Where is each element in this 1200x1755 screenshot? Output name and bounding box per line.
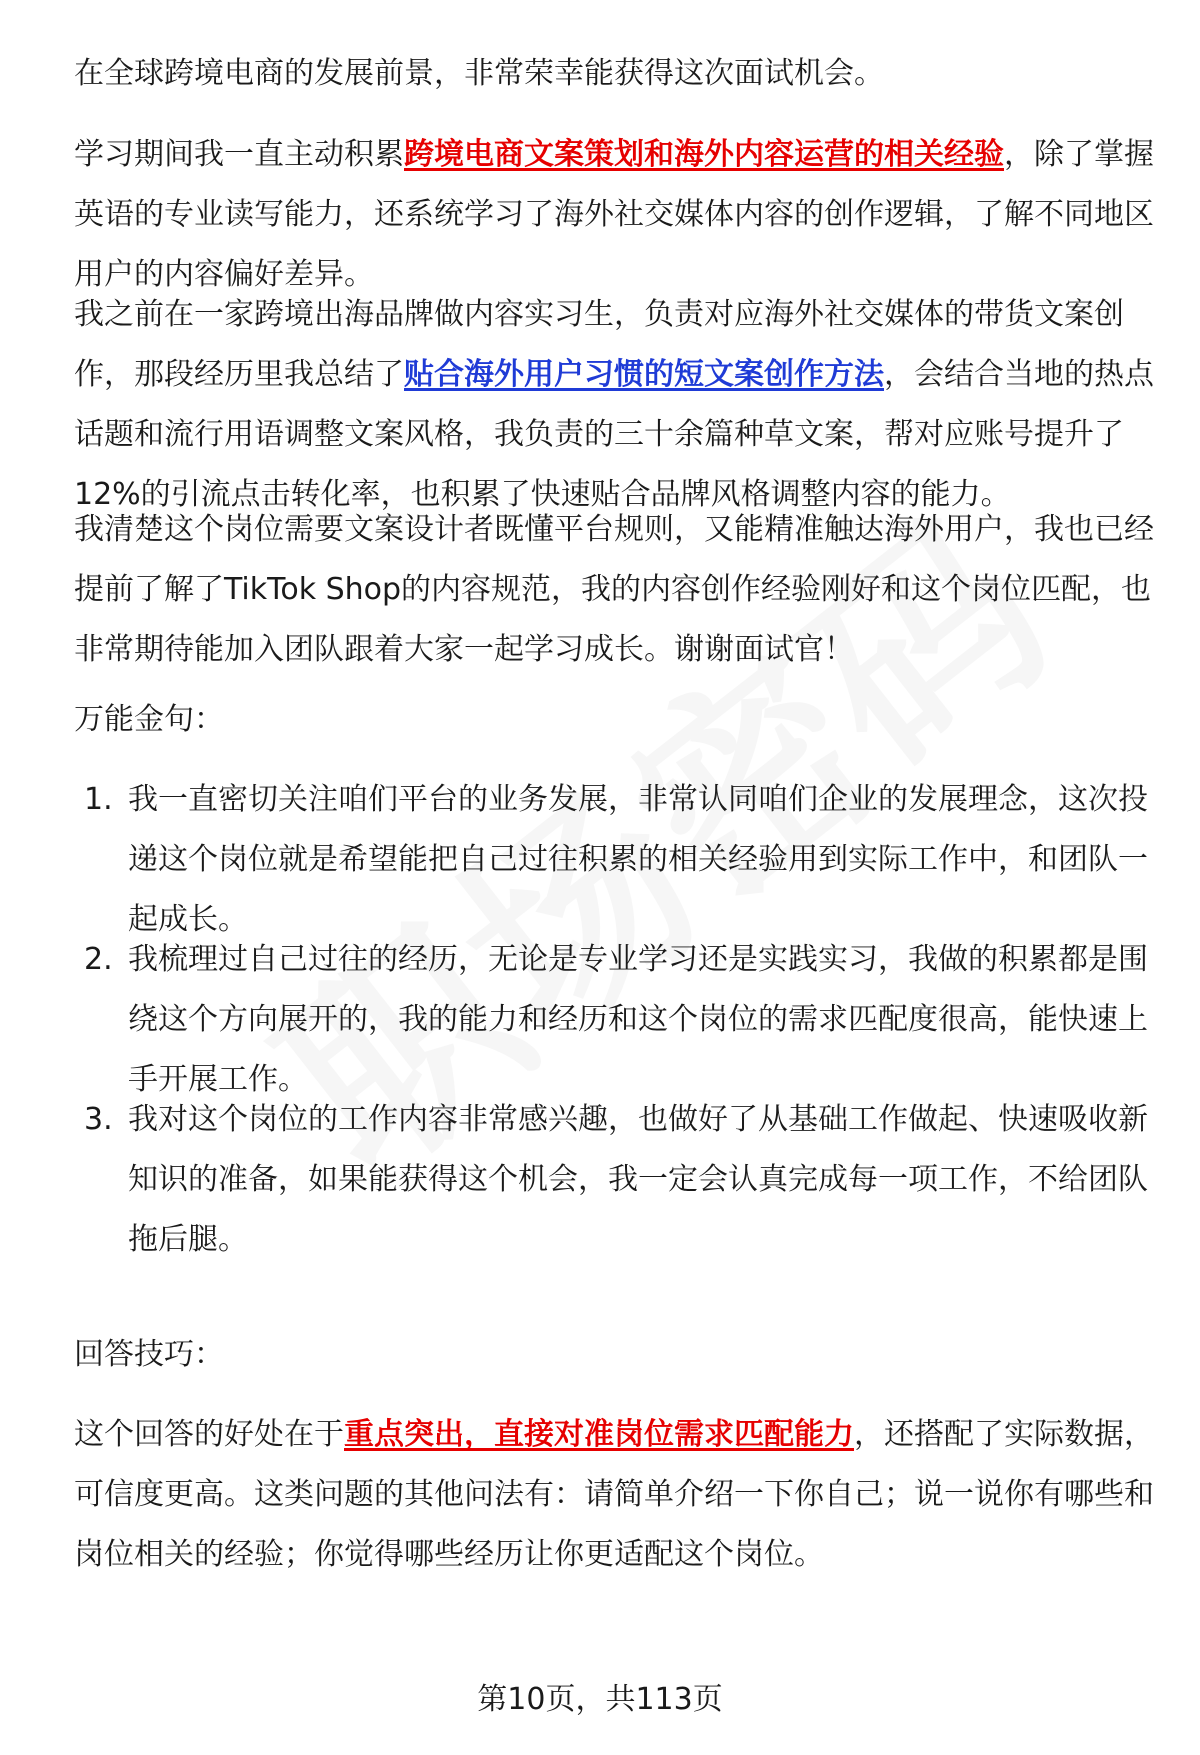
fit-line-2: 提前了解了TikTok Shop的内容规范，我的内容创作经验刚好和这个岗位匹配，也	[74, 572, 1152, 607]
golden-list	[74, 770, 1154, 1270]
golden-item-1-line-3: 起成长。	[128, 902, 248, 937]
golden-item-3-line-2: 知识的准备，如果能获得这个机会，我一定会认真完成每一项工作，不给团队	[128, 1162, 1148, 1197]
golden-heading	[74, 690, 1154, 750]
golden-item-3-line-3: 拖后腿。	[128, 1222, 248, 1257]
tips-heading	[74, 1325, 1154, 1385]
study-line-1	[74, 125, 1154, 185]
fit-line-3: 非常期待能加入团队跟着大家一起学习成长。谢谢面试官！	[74, 632, 854, 667]
list-number: 1.	[84, 782, 113, 817]
study-line-3: 用户的内容偏好差异。	[74, 257, 374, 292]
internship-line-3: 话题和流行用语调整文案风格，我负责的三十余篇种草文案，帮对应账号提升了	[74, 417, 1124, 452]
internship-text-tail: ，会结合当地的热点	[884, 357, 1154, 392]
study-text: 学习期间我一直主动积累	[74, 137, 404, 172]
golden-item-2-line-1: 我梳理过自己过往的经历，无论是专业学习还是实践实习，我做的积累都是围	[128, 942, 1148, 977]
tips-line-2: 可信度更高。这类问题的其他问法有：请简单介绍一下你自己；说一说你有哪些和	[74, 1477, 1154, 1512]
internship-paragraph	[74, 285, 1154, 525]
golden-item-3-line-1: 我对这个岗位的工作内容非常感兴趣，也做好了从基础工作做起、快速吸收新	[128, 1102, 1148, 1137]
internship-line-4: 12%的引流点击转化率，也积累了快速贴合品牌风格调整内容的能力。	[74, 477, 1011, 512]
golden-heading-text: 万能金句：	[74, 702, 224, 737]
tips-line-3: 岗位相关的经验；你觉得哪些经历让你更适配这个岗位。	[74, 1537, 824, 1572]
golden-item-1-line-1: 我一直密切关注咱们平台的业务发展，非常认同咱们企业的发展理念，这次投	[128, 782, 1148, 817]
internship-text: 作，那段经历里我总结了	[74, 357, 404, 392]
golden-item-2	[74, 930, 1154, 1110]
page-footer: 第10页，共113页	[477, 1682, 723, 1717]
intro-line: 在全球跨境电商的发展前景，非常荣幸能获得这次面试机会。	[74, 56, 884, 91]
golden-item-2-line-3: 手开展工作。	[128, 1062, 308, 1097]
golden-item-3	[74, 1090, 1154, 1270]
tips-line-1	[74, 1405, 1154, 1465]
internship-highlight: 贴合海外用户习惯的短文案创作方法	[404, 357, 884, 392]
tips-heading-text: 回答技巧：	[74, 1337, 224, 1372]
tips-text: 这个回答的好处在于	[74, 1417, 344, 1452]
fit-paragraph	[74, 500, 1154, 680]
internship-line-1: 我之前在一家跨境出海品牌做内容实习生，负责对应海外社交媒体的带货文案创	[74, 297, 1124, 332]
intro-paragraph	[74, 44, 1154, 104]
study-highlight: 跨境电商文案策划和海外内容运营的相关经验	[404, 137, 1004, 172]
golden-item-1	[74, 770, 1154, 950]
internship-line-2	[74, 345, 1154, 405]
study-paragraph	[74, 125, 1154, 305]
golden-item-2-line-2: 绕这个方向展开的，我的能力和经历和这个岗位的需求匹配度很高，能快速上	[128, 1002, 1148, 1037]
tips-text-tail: ，还搭配了实际数据，	[854, 1417, 1154, 1452]
list-number: 3.	[84, 1102, 113, 1137]
study-text-tail: ，除了掌握	[1004, 137, 1154, 172]
tips-paragraph	[74, 1405, 1154, 1585]
tips-highlight: 重点突出，直接对准岗位需求匹配能力	[344, 1417, 854, 1452]
study-line-2: 英语的专业读写能力，还系统学习了海外社交媒体内容的创作逻辑，了解不同地区	[74, 197, 1154, 232]
list-number: 2.	[84, 942, 113, 977]
fit-line-1: 我清楚这个岗位需要文案设计者既懂平台规则，又能精准触达海外用户，我也已经	[74, 512, 1154, 547]
golden-item-1-line-2: 递这个岗位就是希望能把自己过往积累的相关经验用到实际工作中，和团队一	[128, 842, 1148, 877]
